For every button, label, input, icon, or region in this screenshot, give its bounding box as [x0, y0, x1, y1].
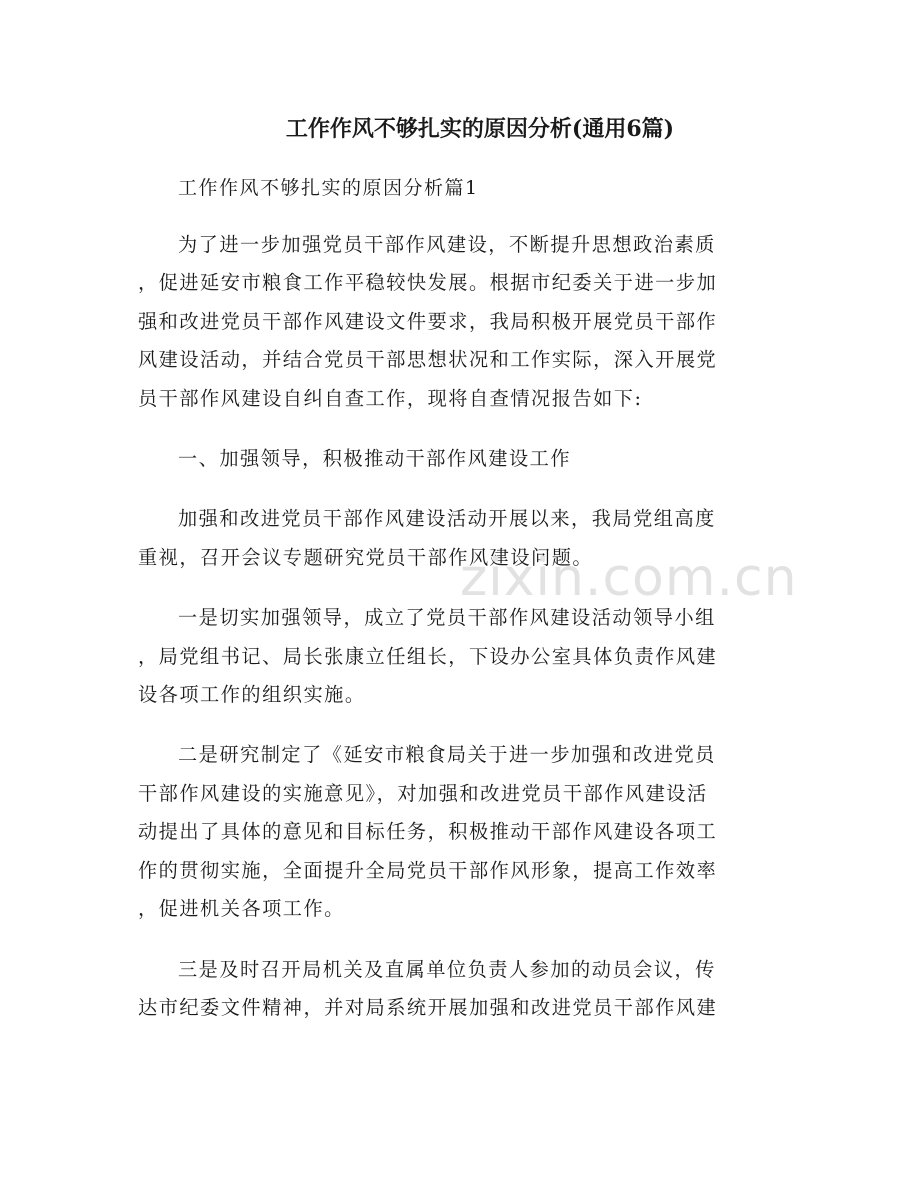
paragraph-line: 风建设活动，并结合党员干部思想状况和工作实际，深入开展党	[138, 348, 718, 372]
paragraph-line: 设各项工作的组织实施。	[138, 683, 366, 707]
paragraph-line: ，局党组书记、局长张康立任组长，下设办公室具体负责作风建	[138, 644, 718, 668]
paragraph-line: 二是研究制定了《延安市粮食局关于进一步加强和改进党员	[178, 743, 716, 767]
paragraph-line: 重视，召开会议专题研究党员干部作风建设问题。	[138, 545, 594, 569]
paragraph-line: 加强和改进党员干部作风建设活动开展以来，我局党组高度	[178, 507, 716, 531]
subheading-paragraph	[138, 440, 778, 478]
paragraph	[138, 599, 778, 714]
paragraph-line: ，促进机关各项工作。	[138, 897, 345, 921]
paragraph-line: ，促进延安市粮食工作平稳较快发展。根据市纪委关于进一步加	[138, 271, 718, 295]
paragraph-line: 达市纪委文件精神，并对局系统开展加强和改进党员干部作风建	[138, 995, 718, 1019]
paragraph-line: 一、加强领导，积极推动干部作风建设工作	[178, 447, 572, 471]
paragraph	[138, 226, 778, 418]
paragraph-line: 强和改进党员干部作风建设文件要求，我局积极开展党员干部作	[138, 309, 718, 333]
paragraph-line: 干部作风建设的实施意见》，对加强和改进党员干部作风建设活	[138, 781, 708, 805]
paragraph-line: 一是切实加强领导，成立了党员干部作风建设活动领导小组	[178, 606, 716, 630]
paragraph	[138, 736, 778, 928]
document-body	[138, 226, 778, 1049]
paragraph-line: 动提出了具体的意见和目标任务，积极推动干部作风建设各项工	[138, 820, 718, 844]
document-title: 工作作风不够扎实的原因分析(通用6篇)	[285, 116, 675, 142]
paragraph-line: 作的贯彻实施，全面提升全局党员干部作风形象，提高工作效率	[138, 858, 718, 882]
section-heading: 工作作风不够扎实的原因分析篇1	[178, 177, 479, 199]
paragraph-line: 三是及时召开局机关及直属单位负责人参加的动员会议，传	[178, 957, 716, 981]
watermark: zixin.com.cn	[460, 548, 798, 608]
paragraph-line: 为了进一步加强党员干部作风建设，不断提升思想政治素质	[178, 233, 716, 256]
paragraph	[138, 500, 778, 577]
paragraph	[138, 951, 778, 1028]
paragraph-line: 员干部作风建设自纠自查工作，现将自查情况报告如下:	[138, 386, 643, 410]
